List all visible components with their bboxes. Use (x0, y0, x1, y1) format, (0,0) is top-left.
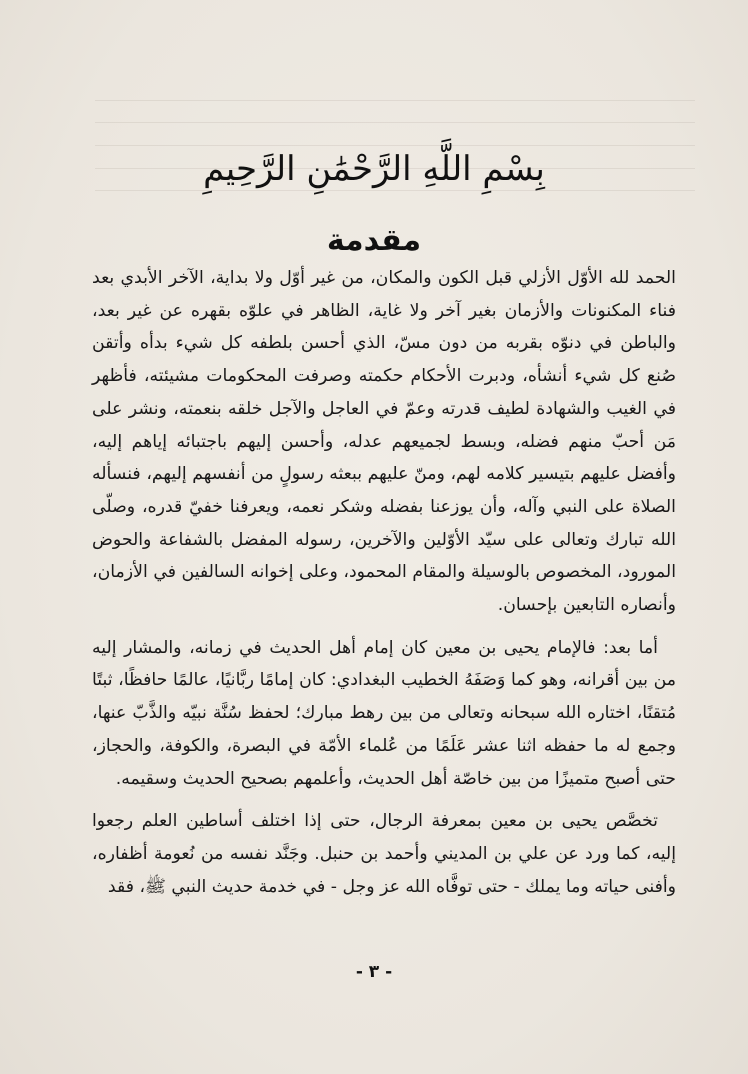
bleed-through-line (95, 122, 695, 123)
paragraph: أما بعد: فالإمام يحيى بن معين كان إمام أهل الحديث في زمانه، والمشار إليه من بين أقرانه، وهو كما وَصَفَهُ الخطيب البغدادي: كان إمامًا ربَّانيًا، عالمًا حافظًا، ثبتًا مُتقنًا، اختاره الله سبحانه وتعالى من بين رهط مبارك؛ لحفظ سُنَّة نبيّه والذَّبّ عنها، وجمع له ما حفظه اثنا عشر عَلَمًا من عُلماء الأمّة في البصرة، والكوفة، والحجاز، حتى أصبح متميزًا من بين خاصّة أهل الحديث، وأعلمهم بصحيح الحديث وسقيمه. (92, 637, 676, 789)
basmala-calligraphy: بِسْمِ اللَّهِ الرَّحْمَٰنِ الرَّحِيمِ (203, 149, 545, 189)
page-title: مقدمة (326, 223, 422, 258)
paragraph: الحمد لله الأوّل الأزلي قبل الكون والمكان، من غير أوّل ولا بداية، الآخر الأبدي بعد فناء المكنونات والأزمان بغير آخر ولا غاية، الظاهر في علوّه بقهره عن غير بعد، والباطن في دنوّه بقربه من دون مسّ، الذي أحسن بلطفه كل شيء بدأه وأتقن صُنع كل شيء أنشأه، ودبرت الأحكام حكمته وصرفت المحكومات مشيئته، فأظهر في الغيب والشهادة لطيف قدرته وعمّ في العاجل والآجل خلقه بنعمته، ونشر على مَن أحبّ منهم فضله، وبسط لجميعهم عدله، وأحسن إليهم باجتبائه إياهم إليه، وأفضل عليهم بتيسير كلامه لهم، ومنّ عليهم ببعثه رسولٍ من أنفسهم إليهم، فنسأله الصلاة على النبي وآله، وأن يوزعنا بفضله وشكر نعمه، ويعرفنا خفيّ قدره، وصلّى الله تبارك وتعالى على سيّد الأوّلين والآخرين، رسوله المفضل بالشفاعة والحوض المورود، المخصوص بالوسيلة والمقام المحمود، وعلى إخوانه السالفين في الأزمان، وأنصاره التابعين بإحسان. (92, 268, 676, 616)
bleed-through-line (95, 100, 695, 101)
paragraph: تخصَّص يحيى بن معين بمعرفة الرجال، حتى إذا اختلف أساطين العلم رجعوا إليه، كما ورد عن علي بن المديني وأحمد بن حنبل. وجَنَّد نفسه من نُعومة أظفاره، وأفنى حياته وما يملك - حتى توفَّاه الله عز وجل - في خدمة حديث النبي ﷺ، فقد (92, 811, 676, 897)
body-text (92, 262, 676, 913)
page-number: - ٣ - (355, 962, 393, 982)
